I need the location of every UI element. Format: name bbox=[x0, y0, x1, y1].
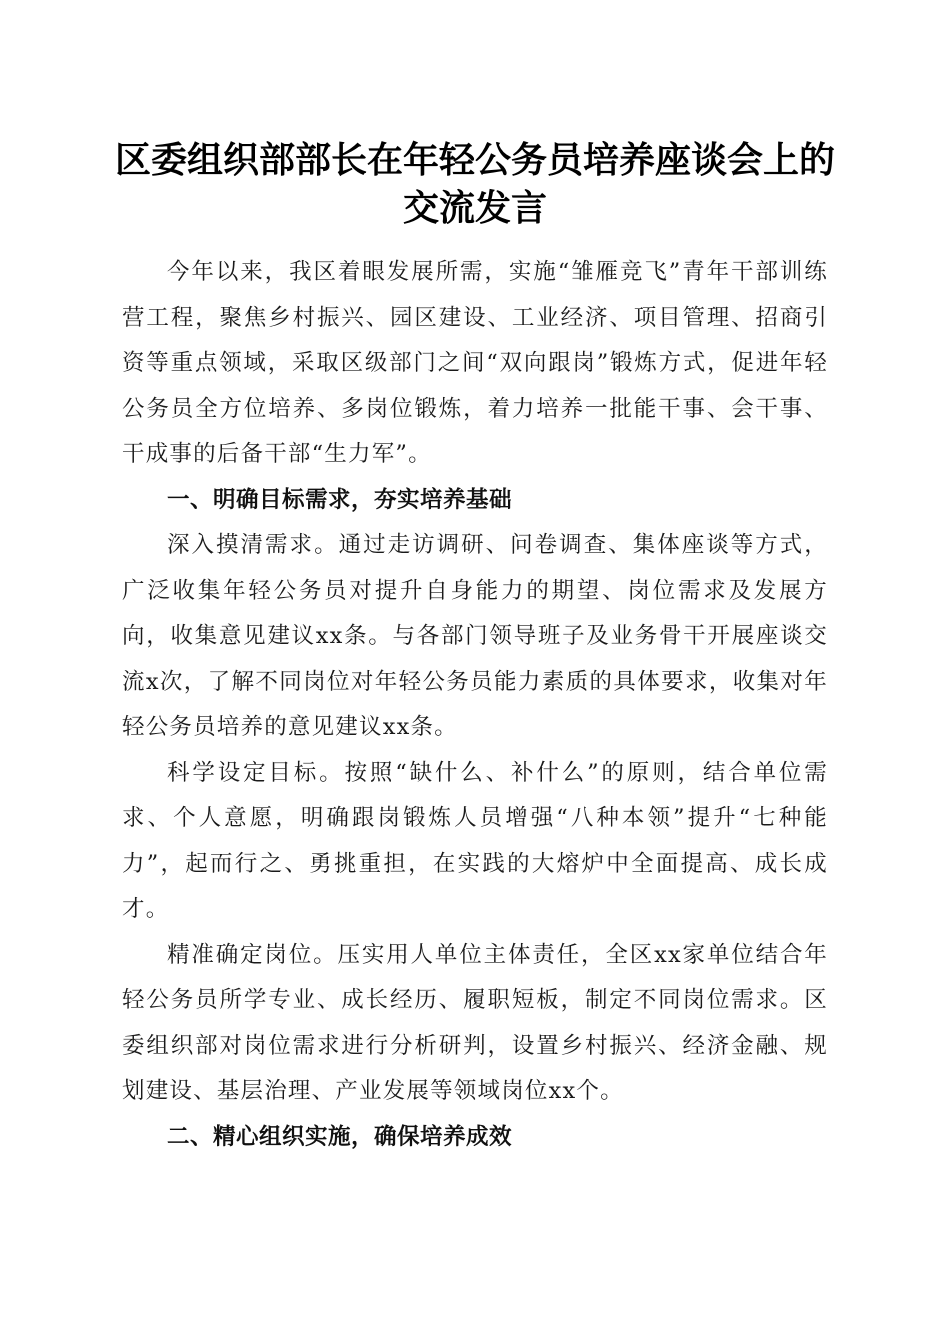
section-1-paragraph-2: 科学设定目标。按照“缺什么、补什么”的原则，结合单位需求、个人意愿，明确跟岗锻炼人员增强“八种本领”提升“七种能力”，起而行之、勇挑重担，在实践的大熔炉中全面提高、成长成才。 bbox=[122, 759, 828, 922]
title-line-1: 区委组织部部长在年轻公务员培养座谈会上的 bbox=[114, 139, 835, 181]
document-title bbox=[110, 136, 840, 232]
intro-paragraph: 今年以来，我区着眼发展所需，实施“雏雁竞飞”青年干部训练营工程，聚焦乡村振兴、园区建设、工业经济、项目管理、招商引资等重点领域，采取区级部门之间“双向跟岗”锻炼方式，促进年轻公务员全方位培养、多岗位锻炼，着力培养一批能干事、会干事、干成事的后备干部“生力军”。 bbox=[122, 259, 828, 467]
section-1-paragraph-1: 深入摸清需求。通过走访调研、问卷调查、集体座谈等方式，广泛收集年轻公务员对提升自身能力的期望、岗位需求及发展方向，收集意见建议xx条。与各部门领导班子及业务骨干开展座谈交流x次，了解不同岗位对年轻公务员能力素质的具体要求，收集对年轻公务员培养的意见建议xx条。 bbox=[122, 532, 828, 740]
section-1-heading: 一、明确目标需求，夯实培养基础 bbox=[167, 486, 513, 513]
section-2-heading: 二、精心组织实施，确保培养成效 bbox=[167, 1123, 513, 1150]
title-line-2: 交流发言 bbox=[402, 187, 547, 229]
document-body bbox=[122, 250, 828, 1160]
section-1-paragraph-3: 精准确定岗位。压实用人单位主体责任，全区xx家单位结合年轻公务员所学专业、成长经历、履职短板，制定不同岗位需求。区委组织部对岗位需求进行分析研判，设置乡村振兴、经济金融、规划建设、基层治理、产业发展等领域岗位xx个。 bbox=[122, 941, 828, 1104]
